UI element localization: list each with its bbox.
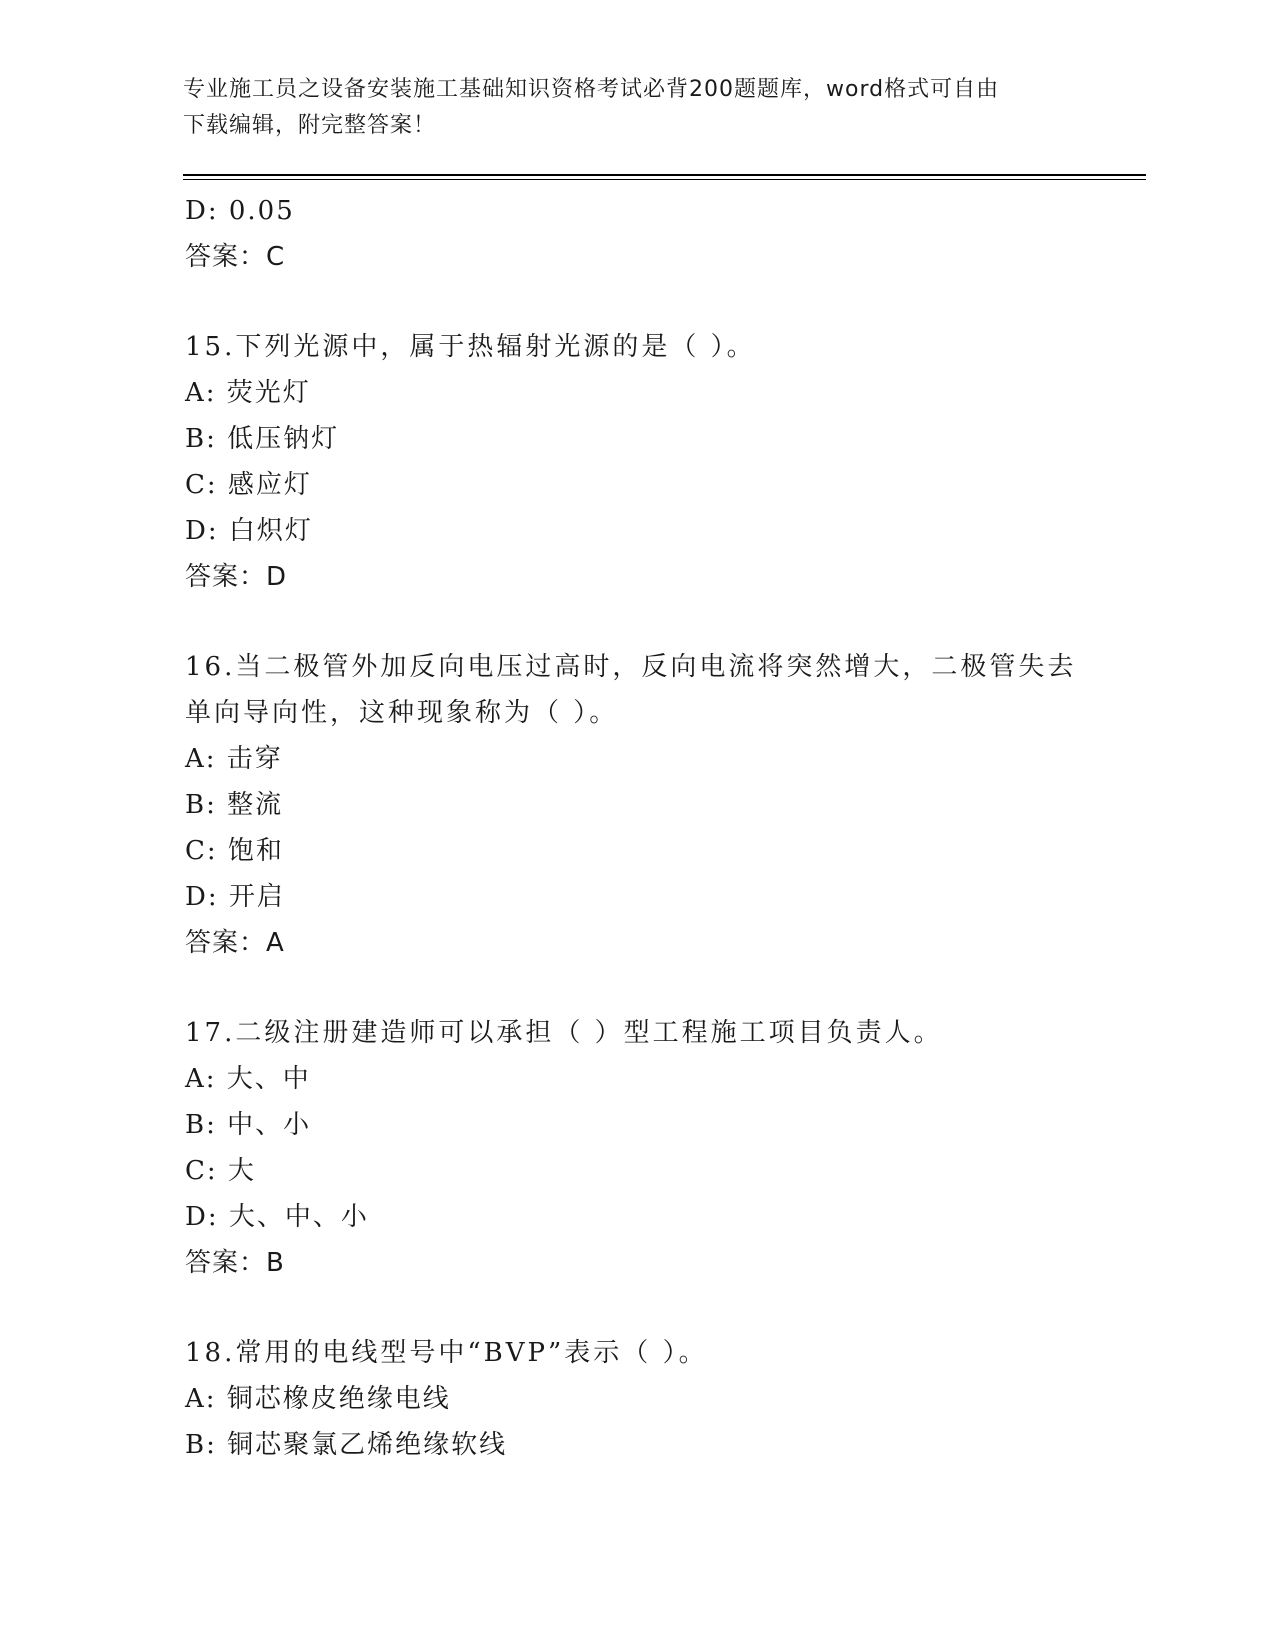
header-line-2: 下载编辑，附完整答案！ <box>183 113 437 138</box>
option-b: B: 整流 <box>185 790 284 820</box>
answer: 答案：B <box>185 1248 285 1278</box>
question-stem: 15.下列光源中，属于热辐射光源的是（ ）。 <box>185 332 756 362</box>
header-line-1: 专业施工员之设备安装施工基础知识资格考试必背200题题库，word格式可自由 <box>183 77 1000 102</box>
question-stem: 18.常用的电线型号中“BVP”表示（ ）。 <box>185 1338 708 1368</box>
question-stem: 17.二级注册建造师可以承担（ ）型工程施工项目负责人。 <box>185 1018 943 1048</box>
option-a: A: 击穿 <box>185 744 283 774</box>
prev-answer: 答案：C <box>185 242 286 272</box>
option-a: A: 铜芯橡皮绝缘电线 <box>185 1384 451 1414</box>
question-stem-line-1: 16.当二极管外加反向电压过高时，反向电流将突然增大，二极管失去 <box>185 652 1077 682</box>
answer: 答案：A <box>185 928 285 958</box>
option-b: B: 中、小 <box>185 1110 312 1140</box>
option-c: C: 大 <box>185 1156 256 1186</box>
option-d: D: 开启 <box>185 882 285 912</box>
option-a: A: 大、中 <box>185 1064 311 1094</box>
question-18 <box>185 1330 1115 1468</box>
option-b: B: 低压钠灯 <box>185 424 340 454</box>
question-list <box>185 188 1115 1468</box>
option-c: C: 感应灯 <box>185 470 312 500</box>
header-rule-thick <box>183 174 1146 176</box>
header-rule-thin <box>183 179 1146 180</box>
option-d: D: 白炽灯 <box>185 516 313 546</box>
option-b: B: 铜芯聚氯乙烯绝缘软线 <box>185 1430 508 1460</box>
answer: 答案：D <box>185 562 288 592</box>
prev-option-d: D: 0.05 <box>185 196 295 226</box>
question-15 <box>185 324 1115 600</box>
question-stem-line-2: 单向导向性，这种现象称为（ ）。 <box>185 698 619 728</box>
option-c: C: 饱和 <box>185 836 284 866</box>
option-a: A: 荧光灯 <box>185 378 311 408</box>
question-16 <box>185 644 1115 966</box>
document-header <box>183 72 1083 144</box>
option-d: D: 大、中、小 <box>185 1202 369 1232</box>
question-17 <box>185 1010 1115 1286</box>
